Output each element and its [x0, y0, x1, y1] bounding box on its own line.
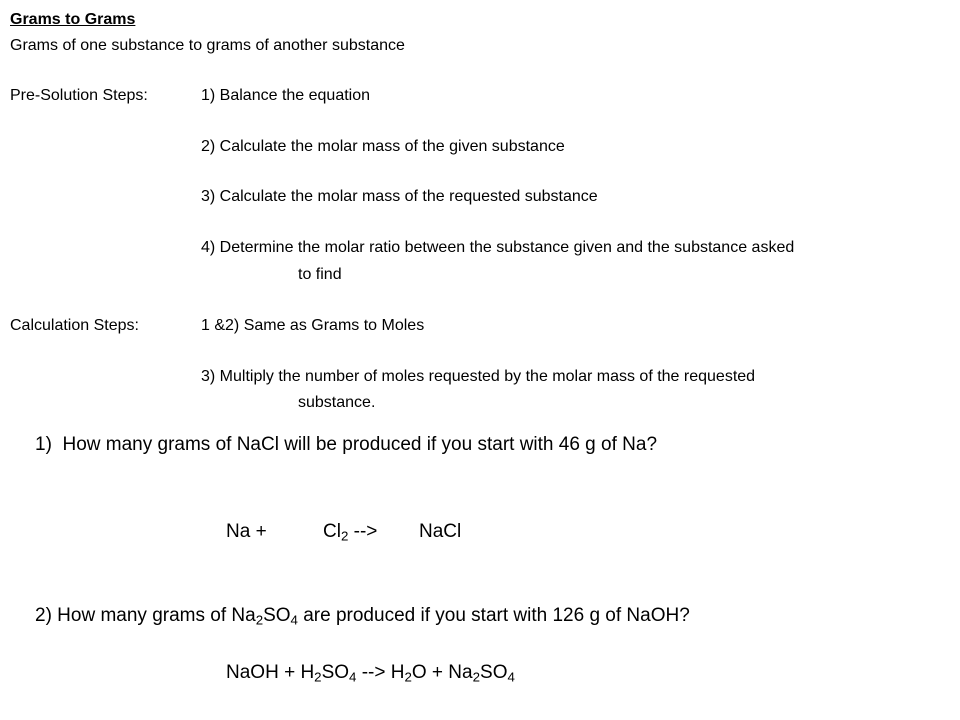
problem-2-sub-1: 2	[255, 612, 264, 628]
equation-2-part-4: O + Na	[411, 662, 473, 683]
equation-2-sub-1: 2	[314, 669, 322, 685]
pre-solution-step-4-continuation: to find	[298, 266, 342, 283]
page-title: Grams to Grams	[10, 11, 136, 28]
pre-solution-step-2: 2) Calculate the molar mass of the given substance	[201, 138, 565, 155]
equation-2-sub-4: 2	[472, 669, 481, 685]
problem-2-sub-2: 4	[290, 612, 298, 628]
equation-2-part-2: SO	[321, 662, 350, 683]
problem-2-text-start: 2) How many grams of Na	[35, 605, 256, 626]
calculation-step-2: 3) Multiply the number of moles requested by the molar mass of the requested	[201, 368, 756, 385]
problem-2-text-mid: SO	[263, 605, 291, 626]
calculation-step-2-continuation: substance.	[298, 394, 376, 411]
calculation-label: Calculation Steps:	[10, 317, 139, 334]
problem-1-text: How many grams of NaCl will be produced if you start with 46 g of Na?	[62, 434, 658, 455]
equation-1-na: Na +	[226, 521, 267, 542]
equation-1-cl-subscript: 2	[340, 528, 349, 544]
problem-1-number: 1)	[35, 434, 52, 455]
problem-1	[35, 433, 657, 457]
equation-2-sub-2: 4	[349, 669, 357, 685]
problem-2-text-end: are produced if you start with 126 g of NaOH?	[297, 605, 690, 626]
equation-2-sub-3: 2	[404, 669, 412, 685]
equation-2-part-5: SO	[480, 662, 508, 683]
pre-solution-label: Pre-Solution Steps:	[10, 87, 148, 104]
equation-2-part-3: --> H	[356, 662, 405, 683]
equation-2	[226, 661, 515, 685]
page-subtitle: Grams of one substance to grams of another substance	[10, 37, 405, 54]
equation-1-product: NaCl	[419, 521, 462, 542]
equation-2-sub-5: 4	[507, 669, 515, 685]
pre-solution-step-4: 4) Determine the molar ratio between the substance given and the substance asked	[201, 239, 795, 256]
equation-2-part-1: NaOH + H	[226, 662, 315, 683]
pre-solution-step-3: 3) Calculate the molar mass of the requested substance	[201, 188, 598, 205]
calculation-step-1: 1 &2) Same as Grams to Moles	[201, 317, 425, 334]
pre-solution-step-1: 1) Balance the equation	[201, 87, 371, 104]
equation-1-cl: Cl	[323, 521, 341, 542]
problem-2	[35, 604, 690, 628]
equation-1-arrow: -->	[353, 521, 378, 542]
equation-1-cl2	[323, 520, 377, 544]
